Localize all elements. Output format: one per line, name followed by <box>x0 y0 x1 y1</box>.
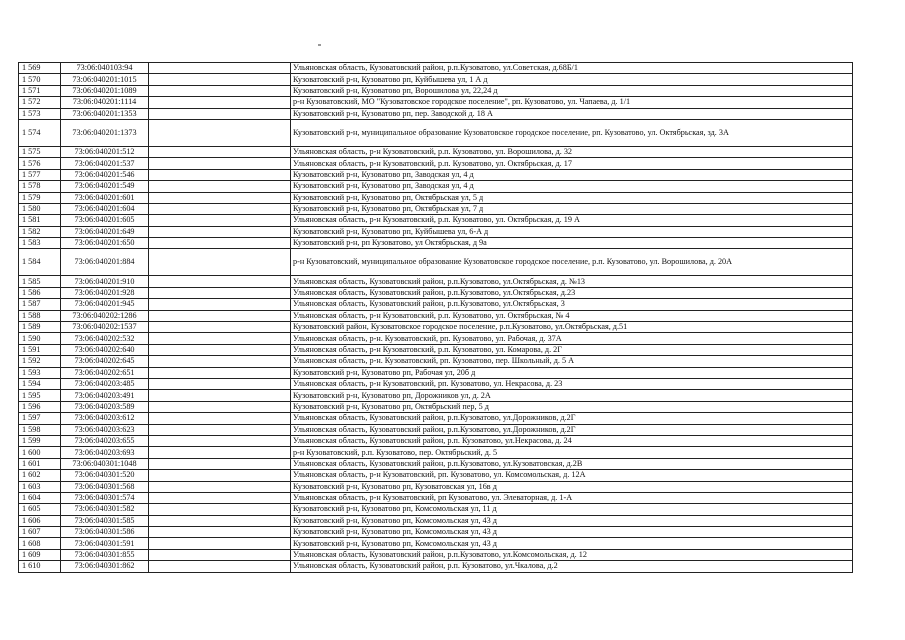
row-number-cell: 1 604 <box>19 492 61 503</box>
address-cell: Кузоватовский р-н, Кузоватово рп, Рабочая ул, 20б д <box>291 367 853 378</box>
table-row <box>19 378 853 389</box>
cadastral-number-cell: 73:06:040201:512 <box>61 146 149 157</box>
empty-cell <box>149 203 291 214</box>
empty-cell <box>149 310 291 321</box>
row-number-cell: 1 593 <box>19 367 61 378</box>
empty-cell <box>149 492 291 503</box>
empty-cell <box>149 119 291 146</box>
table-row <box>19 192 853 203</box>
cadastral-number-cell: 73:06:040201:945 <box>61 299 149 310</box>
empty-cell <box>149 85 291 96</box>
cadastral-number-cell: 73:06:040301:574 <box>61 492 149 503</box>
table-row <box>19 119 853 146</box>
address-cell: Ульяновская область, Кузоватовский район, р.п.Кузоватово, ул.Дорожников, д.2Г <box>291 424 853 435</box>
empty-cell <box>149 146 291 157</box>
table-row <box>19 276 853 287</box>
row-number-cell: 1 591 <box>19 344 61 355</box>
cadastral-number-cell: 73:06:040301:1048 <box>61 458 149 469</box>
address-cell: Кузоватовский р-н, Кузоватово рп, Заводская ул, 4 д <box>291 181 853 192</box>
table-row <box>19 344 853 355</box>
cadastral-number-cell: 73:06:040201:650 <box>61 238 149 249</box>
address-cell: Кузоватовский р-н, Кузоватово рп, Заводская ул, 4 д <box>291 169 853 180</box>
table-row <box>19 238 853 249</box>
cadastral-number-cell: 73:06:040203:491 <box>61 390 149 401</box>
row-number-cell: 1 590 <box>19 333 61 344</box>
cadastral-number-cell: 73:06:040301:862 <box>61 561 149 572</box>
empty-cell <box>149 158 291 169</box>
cadastral-number-cell: 73:06:040203:612 <box>61 413 149 424</box>
empty-cell <box>149 413 291 424</box>
empty-cell <box>149 276 291 287</box>
cadastral-number-cell: 73:06:040301:582 <box>61 504 149 515</box>
empty-cell <box>149 390 291 401</box>
table-row <box>19 492 853 503</box>
row-number-cell: 1 600 <box>19 447 61 458</box>
cadastral-number-cell: 73:06:040201:1373 <box>61 119 149 146</box>
address-cell: р-н Кузоватовский, р.п. Кузоватово, пер. Октябрьский, д. 5 <box>291 447 853 458</box>
cadastral-number-cell: 73:06:040201:537 <box>61 158 149 169</box>
cadastral-number-cell: 73:06:040201:549 <box>61 181 149 192</box>
table-row <box>19 561 853 572</box>
cadastral-number-cell: 73:06:040201:605 <box>61 215 149 226</box>
table-row <box>19 74 853 85</box>
address-cell: Ульяновская область, р-н. Кузоватовский, рп. Кузоватово, пер. Школьный, д. 5 А <box>291 356 853 367</box>
table-row <box>19 158 853 169</box>
empty-cell <box>149 63 291 74</box>
cadastral-number-cell: 73:06:040201:928 <box>61 287 149 298</box>
empty-cell <box>149 322 291 333</box>
empty-cell <box>149 458 291 469</box>
address-table <box>18 62 853 573</box>
cadastral-number-cell: 73:06:040201:1114 <box>61 97 149 108</box>
row-number-cell: 1 597 <box>19 413 61 424</box>
address-cell: Кузоватовский р-н, Кузоватово рп, Октябрьская ул, 5 д <box>291 192 853 203</box>
empty-cell <box>149 549 291 560</box>
cadastral-number-cell: 73:06:040202:645 <box>61 356 149 367</box>
row-number-cell: 1 575 <box>19 146 61 157</box>
address-cell: Кузоватовский р-н, Кузоватово рп, Комсомольская ул, 43 д <box>291 538 853 549</box>
address-cell: Кузоватовский р-н, Кузоватово рп, Октябрьский пер, 5 д <box>291 401 853 412</box>
cadastral-number-cell: 73:06:040201:1089 <box>61 85 149 96</box>
address-cell: Ульяновская область, Кузоватовский район, р.п.Кузоватово, ул.Октябрьская, д. №13 <box>291 276 853 287</box>
cadastral-number-cell: 73:06:040201:1015 <box>61 74 149 85</box>
empty-cell <box>149 378 291 389</box>
cadastral-number-cell: 73:06:040203:693 <box>61 447 149 458</box>
cadastral-number-cell: 73:06:040201:884 <box>61 249 149 276</box>
table-row <box>19 527 853 538</box>
cadastral-number-cell: 73:06:040301:585 <box>61 515 149 526</box>
cadastral-number-cell: 73:06:040201:601 <box>61 192 149 203</box>
cadastral-number-cell: 73:06:040202:1537 <box>61 322 149 333</box>
empty-cell <box>149 226 291 237</box>
row-number-cell: 1 576 <box>19 158 61 169</box>
address-cell: р-н Кузоватовский, МО "Кузоватовское городское поселение", рп. Кузоватово, ул. Чапаева, д. 1/1 <box>291 97 853 108</box>
empty-cell <box>149 538 291 549</box>
cadastral-number-cell: 73:06:040201:1353 <box>61 108 149 119</box>
address-cell: Кузоватовский р-н, Кузоватово рп, Комсомольская ул, 11 д <box>291 504 853 515</box>
address-cell: Ульяновская область, Кузоватовский район, р.п.Кузоватово, ул.Кузоватовская, д.2В <box>291 458 853 469</box>
cadastral-number-cell: 73:06:040301:520 <box>61 470 149 481</box>
address-cell: Ульяновская область, Кузоватовский район, р.п.Кузоватово, ул.Дорожников, д.2Г <box>291 413 853 424</box>
cadastral-number-cell: 73:06:040203:655 <box>61 435 149 446</box>
empty-cell <box>149 401 291 412</box>
address-cell: Ульяновская область, Кузоватовский район, р.п.Кузоватово, ул.Комсомольская, д. 12 <box>291 549 853 560</box>
address-cell: Кузоватовский р-н, Кузоватово рп, Комсомольская ул, 43 д <box>291 527 853 538</box>
row-number-cell: 1 610 <box>19 561 61 572</box>
table-row <box>19 287 853 298</box>
row-number-cell: 1 574 <box>19 119 61 146</box>
row-number-cell: 1 582 <box>19 226 61 237</box>
cadastral-number-cell: 73:06:040202:651 <box>61 367 149 378</box>
table-row <box>19 447 853 458</box>
table-body <box>19 63 853 573</box>
table-row <box>19 401 853 412</box>
row-number-cell: 1 594 <box>19 378 61 389</box>
empty-cell <box>149 435 291 446</box>
row-number-cell: 1 572 <box>19 97 61 108</box>
address-cell: Кузоватовский р-н, Кузоватово рп, пер. Заводской д. 18 А <box>291 108 853 119</box>
table-row <box>19 538 853 549</box>
row-number-cell: 1 588 <box>19 310 61 321</box>
cadastral-number-cell: 73:06:040103:94 <box>61 63 149 74</box>
table-row <box>19 458 853 469</box>
address-cell: Кузоватовский р-н, муниципальное образование Кузоватовское городское поселение, рп. Кузоватово, ул. Октябрьская, зд. 3А <box>291 119 853 146</box>
row-number-cell: 1 577 <box>19 169 61 180</box>
empty-cell <box>149 561 291 572</box>
address-cell: Кузоватовский р-н, Кузоватово рп, Куйбышева ул, 1 А д <box>291 74 853 85</box>
empty-cell <box>149 299 291 310</box>
table-row <box>19 390 853 401</box>
row-number-cell: 1 595 <box>19 390 61 401</box>
row-number-cell: 1 586 <box>19 287 61 298</box>
table-row <box>19 424 853 435</box>
empty-cell <box>149 424 291 435</box>
cadastral-number-cell: 73:06:040203:589 <box>61 401 149 412</box>
row-number-cell: 1 607 <box>19 527 61 538</box>
cadastral-number-cell: 73:06:040202:640 <box>61 344 149 355</box>
table-row <box>19 470 853 481</box>
row-number-cell: 1 570 <box>19 74 61 85</box>
row-number-cell: 1 608 <box>19 538 61 549</box>
address-cell: Кузоватовский р-н, рп Кузоватово, ул Октябрьская, д 9а <box>291 238 853 249</box>
cadastral-number-cell: 73:06:040203:623 <box>61 424 149 435</box>
cadastral-number-cell: 73:06:040201:604 <box>61 203 149 214</box>
empty-cell <box>149 481 291 492</box>
row-number-cell: 1 580 <box>19 203 61 214</box>
address-cell: Ульяновская область, р-н Кузоватовский, р.п. Кузоватово, ул. Ворошилова, д. 32 <box>291 146 853 157</box>
table-row <box>19 226 853 237</box>
row-number-cell: 1 601 <box>19 458 61 469</box>
table-row <box>19 367 853 378</box>
cadastral-number-cell: 73:06:040201:910 <box>61 276 149 287</box>
row-number-cell: 1 602 <box>19 470 61 481</box>
empty-cell <box>149 527 291 538</box>
address-cell: Кузоватовский р-н, Кузоватово рп, Комсомольская ул, 43 д <box>291 515 853 526</box>
address-cell: Кузоватовский р-н, Кузоватово рп, Октябрьская ул, 7 д <box>291 203 853 214</box>
row-number-cell: 1 596 <box>19 401 61 412</box>
empty-cell <box>149 447 291 458</box>
cadastral-number-cell: 73:06:040202:532 <box>61 333 149 344</box>
row-number-cell: 1 606 <box>19 515 61 526</box>
empty-cell <box>149 287 291 298</box>
table-row <box>19 146 853 157</box>
row-number-cell: 1 599 <box>19 435 61 446</box>
table-row <box>19 85 853 96</box>
address-cell: Ульяновская область, Кузоватовский район, р.п.Кузоватово, ул.Октябрьская, д.23 <box>291 287 853 298</box>
cadastral-number-cell: 73:06:040202:1286 <box>61 310 149 321</box>
table-row <box>19 515 853 526</box>
empty-cell <box>149 181 291 192</box>
address-cell: Кузоватовский р-н, Кузоватово рп, Ворошилова ул, 22,24 д <box>291 85 853 96</box>
address-cell: Ульяновская область, Кузоватовский район, р.п.Кузоватово, ул.Октябрьская, 3 <box>291 299 853 310</box>
table-row <box>19 249 853 276</box>
address-cell: Ульяновская область, р-н Кузоватовский, р.п. Кузоватово, ул. Октябрьская, д. 19 А <box>291 215 853 226</box>
table-row <box>19 333 853 344</box>
cadastral-number-cell: 73:06:040301:586 <box>61 527 149 538</box>
row-number-cell: 1 592 <box>19 356 61 367</box>
table-row <box>19 203 853 214</box>
row-number-cell: 1 571 <box>19 85 61 96</box>
row-number-cell: 1 609 <box>19 549 61 560</box>
empty-cell <box>149 367 291 378</box>
cadastral-number-cell: 73:06:040203:485 <box>61 378 149 389</box>
empty-cell <box>149 97 291 108</box>
empty-cell <box>149 504 291 515</box>
row-number-cell: 1 584 <box>19 249 61 276</box>
table-row <box>19 181 853 192</box>
table-row <box>19 481 853 492</box>
table-row <box>19 215 853 226</box>
row-number-cell: 1 589 <box>19 322 61 333</box>
cadastral-number-cell: 73:06:040301:568 <box>61 481 149 492</box>
table-row <box>19 108 853 119</box>
empty-cell <box>149 470 291 481</box>
table-row <box>19 549 853 560</box>
empty-cell <box>149 344 291 355</box>
table-row <box>19 322 853 333</box>
address-cell: Ульяновская область, р-н Кузоватовский, рп Кузоватово, ул. Элеваторная, д. 1-А <box>291 492 853 503</box>
empty-cell <box>149 74 291 85</box>
cadastral-number-cell: 73:06:040301:855 <box>61 549 149 560</box>
table-row <box>19 169 853 180</box>
address-cell: Ульяновская область, р-н Кузоватовский, рп. Кузоватово, ул. Некрасова, д. 23 <box>291 378 853 389</box>
row-number-cell: 1 587 <box>19 299 61 310</box>
empty-cell <box>149 356 291 367</box>
row-number-cell: 1 578 <box>19 181 61 192</box>
empty-cell <box>149 215 291 226</box>
address-cell: Кузоватовский р-н, Кузоватово рп, Кузоватовская ул, 16в д <box>291 481 853 492</box>
empty-cell <box>149 249 291 276</box>
cadastral-number-cell: 73:06:040201:649 <box>61 226 149 237</box>
cadastral-number-cell: 73:06:040201:546 <box>61 169 149 180</box>
table-row <box>19 299 853 310</box>
empty-cell <box>149 192 291 203</box>
address-cell: Ульяновская область, р-н Кузоватовский, р.п. Кузоватово, ул. Комарова, д. 2Г <box>291 344 853 355</box>
table-row <box>19 97 853 108</box>
empty-cell <box>149 238 291 249</box>
table-row <box>19 356 853 367</box>
row-number-cell: 1 581 <box>19 215 61 226</box>
row-number-cell: 1 598 <box>19 424 61 435</box>
row-number-cell: 1 603 <box>19 481 61 492</box>
row-number-cell: 1 605 <box>19 504 61 515</box>
address-cell: р-н Кузоватовский, муниципальное образование Кузоватовское городское поселение, р.п. Кузоватово, ул. Ворошилова, д. 20А <box>291 249 853 276</box>
table-row <box>19 435 853 446</box>
address-cell: Ульяновская область, Кузоватовский район, р.п.Кузоватово, ул.Советская, д.68Б/1 <box>291 63 853 74</box>
table-row <box>19 504 853 515</box>
address-cell: Ульяновская область, р-н Кузоватовский, р.п. Кузоватово, ул. Октябрьская, № 4 <box>291 310 853 321</box>
row-number-cell: 1 569 <box>19 63 61 74</box>
row-number-cell: 1 573 <box>19 108 61 119</box>
empty-cell <box>149 515 291 526</box>
address-cell: Кузоватовский р-н, Кузоватово рп, Дорожников ул, д. 2А <box>291 390 853 401</box>
address-cell: Кузоватовский р-н, Кузоватово рп, Куйбышева ул, 6-А д <box>291 226 853 237</box>
address-cell: Ульяновская область, Кузоватовский район, р.п. Кузоватово, ул.Некрасова, д. 24 <box>291 435 853 446</box>
address-cell: Ульяновская область, р-н Кузоватовский, рп. Кузоватово, ул. Комсомольская, д. 12А <box>291 470 853 481</box>
address-cell: Кузоватовский район, Кузоватовское городское поселение, р.п.Кузоватово, ул.Октябрьская, д.51 <box>291 322 853 333</box>
cadastral-number-cell: 73:06:040301:591 <box>61 538 149 549</box>
empty-cell <box>149 108 291 119</box>
row-number-cell: 1 585 <box>19 276 61 287</box>
empty-cell <box>149 333 291 344</box>
table-row <box>19 310 853 321</box>
address-cell: Ульяновская область, р-н Кузоватовский, р.п. Кузоватово, ул. Октябрьская, д. 17 <box>291 158 853 169</box>
scan-mark <box>318 44 321 46</box>
table-row <box>19 63 853 74</box>
row-number-cell: 1 583 <box>19 238 61 249</box>
address-cell: Ульяновская область, р-н. Кузоватовский, рп. Кузоватово, ул. Рабочая, д. 37А <box>291 333 853 344</box>
row-number-cell: 1 579 <box>19 192 61 203</box>
address-cell: Ульяновская область, Кузоватовский район, р.п. Кузоватово, ул.Чкалова, д.2 <box>291 561 853 572</box>
empty-cell <box>149 169 291 180</box>
table-row <box>19 413 853 424</box>
